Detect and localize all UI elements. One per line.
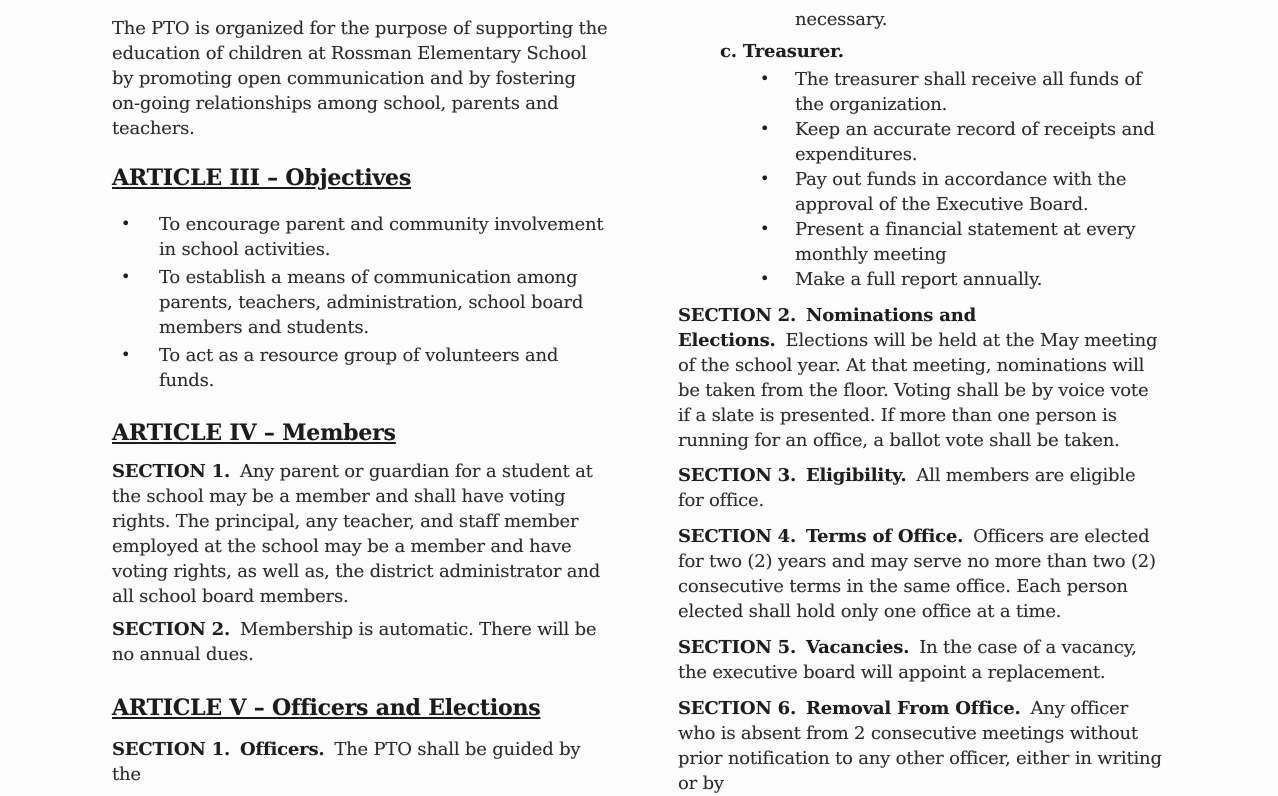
list-item-text: Pay out funds in accordance with the approval of the Executive Board. — [795, 169, 1127, 215]
section-text: Membership is automatic. There will be no annual dues. — [112, 619, 597, 665]
section-label: SECTION 6. — [678, 698, 797, 719]
list-item — [678, 117, 1162, 167]
objectives-list — [112, 212, 608, 396]
list-item — [678, 167, 1162, 217]
treasurer-heading — [678, 39, 1162, 64]
list-item-text: To act as a resource group of volunteers and funds. — [159, 345, 559, 391]
section-text: The PTO shall be guided by the — [112, 739, 581, 785]
bullet-icon: • — [760, 69, 770, 88]
intro-paragraph: The PTO is organized for the purpose of supporting the education of children at Rossman Elementary School by promoting open communication and by fostering on-going relationships among school, parents and teachers. — [112, 18, 608, 139]
bullet-icon: • — [121, 214, 131, 233]
list-item-text: To establish a means of communication among parents, teachers, administration, school board members and students. — [159, 267, 584, 338]
bullet-icon: • — [121, 267, 131, 286]
bullet-icon: • — [121, 345, 131, 364]
list-item — [678, 267, 1162, 292]
bullet-icon: • — [760, 169, 770, 188]
section-terms-of-office — [678, 524, 1162, 624]
section-title: Vacancies. — [805, 637, 910, 658]
section-label: SECTION 2. — [678, 305, 797, 326]
treasurer-duties-list — [678, 67, 1162, 292]
section-label: SECTION 3. — [678, 465, 797, 486]
treasurer-heading-text: c. Treasurer. — [720, 41, 844, 62]
section-removal-from-office — [678, 696, 1162, 796]
bullet-icon: • — [760, 219, 770, 238]
section-title: Removal From Office. — [805, 698, 1021, 719]
section-text: Officers are elected for two (2) years and may serve no more than two (2) consecutive terms in the same office. Each person elected shall hold only one office at a time. — [678, 526, 1156, 622]
list-item — [678, 217, 1162, 267]
section-label: SECTION 1. — [112, 461, 231, 482]
list-item-text: Present a financial statement at every monthly meeting — [795, 219, 1136, 265]
bullet-icon: • — [760, 269, 770, 288]
section-eligibility — [678, 463, 1162, 513]
section-nominations — [678, 303, 1162, 453]
section-title: Eligibility. — [805, 465, 907, 486]
section-title: Terms of Office. — [805, 526, 964, 547]
article-v-heading: ARTICLE V – Officers and Elections — [112, 695, 541, 721]
list-item — [112, 343, 608, 393]
members-section-2 — [112, 617, 608, 667]
right-column — [678, 0, 1162, 794]
section-label: SECTION 5. — [678, 637, 797, 658]
list-item — [112, 265, 608, 340]
list-item-text: Keep an accurate record of receipts and expenditures. — [795, 119, 1155, 165]
section-text: Any officer who is absent from 2 consecutive meetings without prior notification to any other officer, either in writing or by — [678, 698, 1162, 794]
members-section-1 — [112, 459, 608, 609]
section-text: Elections will be held at the May meeting of the school year. At that meeting, nominations will be taken from the floor. Voting shall be by voice vote if a slate is presented. If more than one person is running for an office, a ballot vote shall be taken. — [678, 330, 1158, 451]
list-item — [678, 67, 1162, 117]
section-label: SECTION 4. — [678, 526, 797, 547]
carryover-line: necessary. — [795, 9, 888, 30]
section-text: Any parent or guardian for a student at the school may be a member and shall have voting rights. The principal, any teacher, and staff member employed at the school may be a member and have voting rights, as well as, the district administrator and all school board members. — [112, 461, 601, 607]
section-title: Officers. — [239, 739, 325, 760]
section-text: All members are eligible for office. — [678, 465, 1136, 511]
list-item-text: To encourage parent and community involvement in school activities. — [159, 214, 604, 260]
list-item-text: The treasurer shall receive all funds of the organization. — [795, 69, 1142, 115]
section-label: SECTION 1. — [112, 739, 231, 760]
article-iii-heading: ARTICLE III – Objectives — [112, 165, 412, 191]
section-title: Nominations and Elections. — [678, 305, 977, 351]
officers-section-1 — [112, 737, 608, 787]
section-text: In the case of a vacancy, the executive board will appoint a replacement. — [678, 637, 1137, 683]
section-vacancies — [678, 635, 1162, 685]
section-label: SECTION 2. — [112, 619, 231, 640]
list-item — [112, 212, 608, 262]
left-column — [112, 0, 608, 785]
bullet-icon: • — [760, 119, 770, 138]
article-iv-heading: ARTICLE IV – Members — [112, 420, 396, 446]
list-item-text: Make a full report annually. — [795, 269, 1043, 290]
